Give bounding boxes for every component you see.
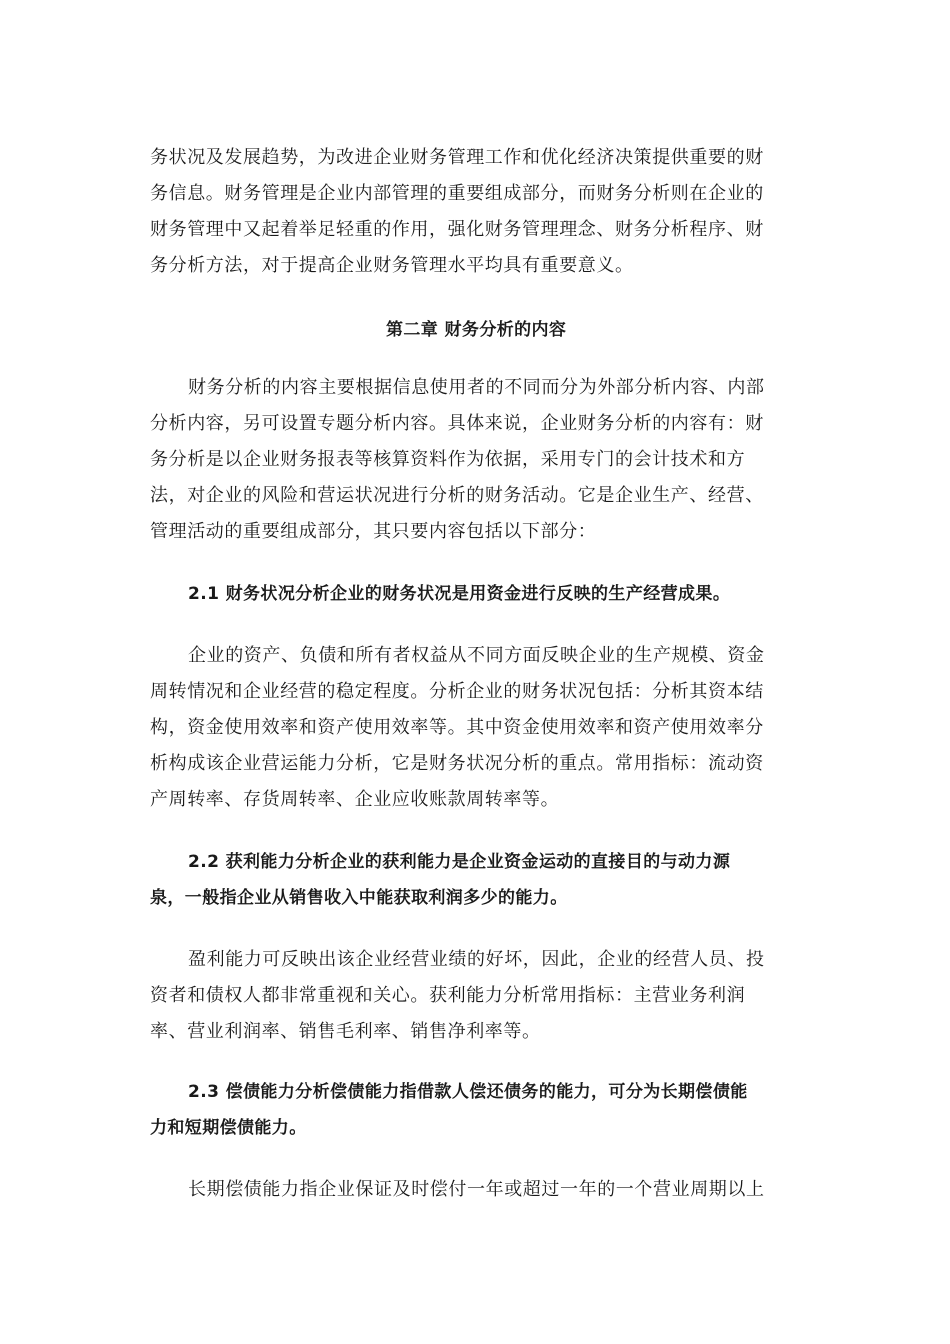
section-2-2-heading: 泉，一般指企业从销售收入中能获取利润多少的能力。 [150, 888, 568, 908]
section-2-1-body-line: 构，资金使用效率和资产使用效率等。其中资金使用效率和资产使用效率分 [150, 717, 764, 738]
section-2-1-body-line: 产周转率、存货周转率、企业应收账款周转率等。 [150, 789, 560, 810]
intro-line: 务状况及发展趋势，为改进企业财务管理工作和优化经济决策提供重要的财 [150, 147, 764, 168]
section-2-3-heading: 2.3 偿债能力分析偿债能力指借款人偿还债务的能力，可分为长期偿债能 [188, 1082, 748, 1102]
section-2-1-heading: 2.1 财务状况分析企业的财务状况是用资金进行反映的生产经营成果。 [188, 584, 731, 604]
section-2-2-body-line: 率、营业利润率、销售毛利率、销售净利率等。 [150, 1021, 541, 1042]
section-2-1-body-line: 析构成该企业营运能力分析，它是财务状况分析的重点。常用指标：流动资 [150, 753, 764, 774]
intro-line: 务分析方法，对于提高企业财务管理水平均具有重要意义。 [150, 255, 634, 276]
chapter-intro-line: 务分析是以企业财务报表等核算资料作为依据，采用专门的会计技术和方 [150, 449, 746, 470]
section-2-2-heading: 2.2 获利能力分析企业的获利能力是企业资金运动的直接目的与动力源 [188, 852, 731, 872]
chapter-intro-line: 管理活动的重要组成部分，其只要内容包括以下部分： [150, 521, 597, 542]
chapter-intro-line: 法，对企业的风险和营运状况进行分析的财务活动。它是企业生产、经营、 [150, 485, 764, 506]
section-2-3-body-line: 长期偿债能力指企业保证及时偿付一年或超过一年的一个营业周期以上 [188, 1179, 765, 1200]
chapter-intro-line: 分析内容，另可设置专题分析内容。具体来说，企业财务分析的内容有：财 [150, 413, 764, 434]
section-2-2-body-line: 资者和债权人都非常重视和关心。获利能力分析常用指标：主营业务利润 [150, 985, 746, 1006]
section-2-1-body-line: 周转情况和企业经营的稳定程度。分析企业的财务状况包括：分析其资本结 [150, 681, 764, 702]
chapter-intro-line: 财务分析的内容主要根据信息使用者的不同而分为外部分析内容、内部 [188, 377, 765, 398]
section-2-1-body-line: 企业的资产、负债和所有者权益从不同方面反映企业的生产规模、资金 [188, 645, 765, 666]
section-2-2-body-line: 盈利能力可反映出该企业经营业绩的好坏，因此，企业的经营人员、投 [188, 949, 765, 970]
section-2-3-heading: 力和短期偿债能力。 [150, 1118, 307, 1138]
intro-line: 财务管理中又起着举足轻重的作用，强化财务管理理念、财务分析程序、财 [150, 219, 764, 240]
chapter-title: 第二章 财务分析的内容 [386, 320, 567, 340]
intro-line: 务信息。财务管理是企业内部管理的重要组成部分，而财务分析则在企业的 [150, 183, 764, 204]
